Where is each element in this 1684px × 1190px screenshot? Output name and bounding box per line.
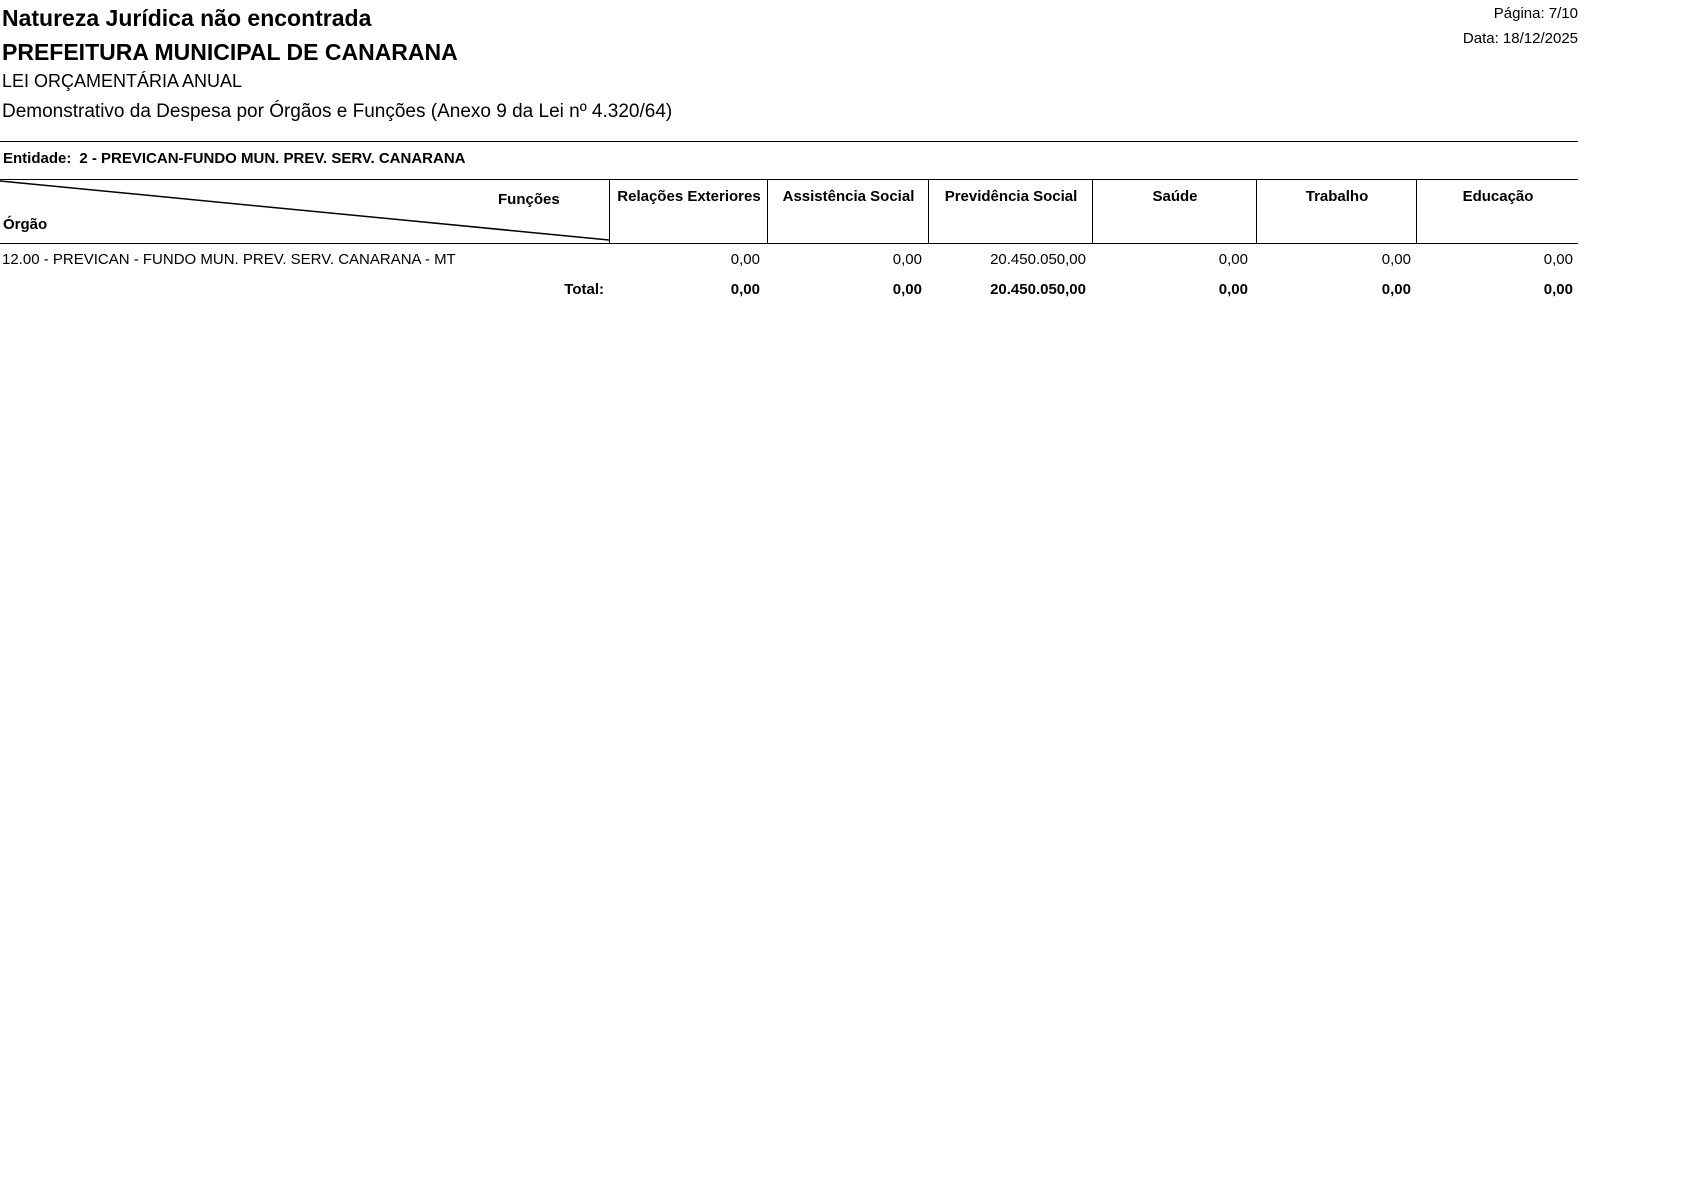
total-cell: 0,00 [730, 281, 760, 298]
column-divider [928, 180, 929, 244]
report-date: Data: 18/12/2025 [1462, 30, 1578, 47]
law-name: LEI ORÇAMENTÁRIA ANUAL [2, 71, 243, 91]
column-divider [1092, 180, 1093, 244]
column-header-relacoes-exteriores: Relações Exteriores [617, 188, 761, 205]
table-cell: 0,00 [892, 251, 922, 268]
total-cell: 20.450.050,00 [990, 281, 1086, 298]
corner-label-orgao: Órgão [3, 216, 48, 233]
table-cell: 0,00 [1381, 251, 1411, 268]
table-cell: 0,00 [730, 251, 760, 268]
corner-label-funcoes: Funções [498, 191, 560, 208]
total-cell: 0,00 [1381, 281, 1411, 298]
table-cell: 20.450.050,00 [990, 251, 1086, 268]
total-cell: 0,00 [1543, 281, 1573, 298]
table-header-border [0, 243, 1578, 244]
column-divider [767, 180, 768, 244]
column-header-educacao: Educação [1462, 188, 1534, 205]
organization-name: PREFEITURA MUNICIPAL DE CANARANA [2, 39, 458, 65]
column-header-previdencia-social: Previdência Social [944, 188, 1078, 205]
entity-value: 2 - PREVICAN-FUNDO MUN. PREV. SERV. CANARANA [79, 150, 466, 167]
column-divider [609, 180, 610, 244]
column-header-saude: Saúde [1152, 188, 1198, 205]
corner-diagonal [0, 180, 610, 244]
table-cell: 0,00 [1218, 251, 1248, 268]
page-number: Página: 7/10 [1493, 5, 1578, 22]
total-cell: 0,00 [892, 281, 922, 298]
total-cell: 0,00 [1218, 281, 1248, 298]
table-row-orgao: 12.00 - PREVICAN - FUNDO MUN. PREV. SERV. CANARANA - MT [2, 251, 456, 268]
column-divider [1416, 180, 1417, 244]
entity-label: Entidade: [3, 150, 72, 167]
column-header-trabalho: Trabalho [1305, 188, 1369, 205]
column-divider [1256, 180, 1257, 244]
column-header-assistencia-social: Assistência Social [782, 188, 915, 205]
report-title: Natureza Jurídica não encontrada [2, 5, 372, 31]
table-cell: 0,00 [1543, 251, 1573, 268]
total-label: Total: [564, 281, 604, 298]
entity-line [3, 150, 466, 167]
report-subtitle: Demonstrativo da Despesa por Órgãos e Funções (Anexo 9 da Lei nº 4.320/64) [2, 101, 673, 122]
header-divider [0, 141, 1578, 142]
